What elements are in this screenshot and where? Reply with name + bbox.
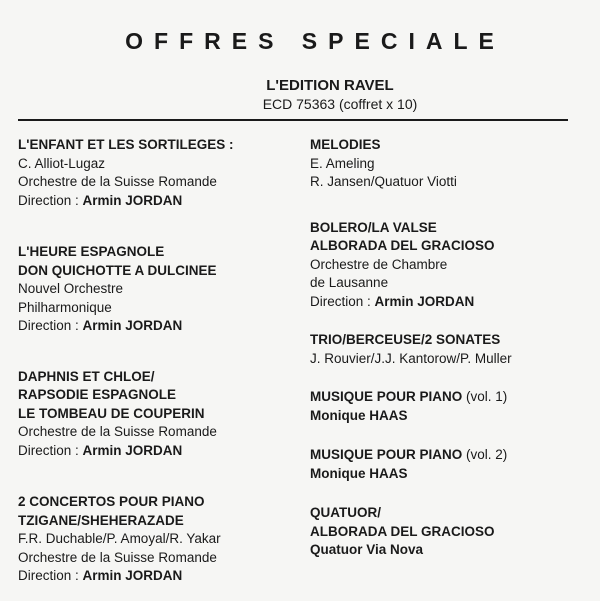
entry-line: J. Rouvier/J.J. Kantorow/P. Muller (310, 350, 512, 366)
list-item (18, 243, 303, 336)
entry-title: MELODIES (310, 137, 381, 152)
entry-title: TRIO/BERCEUSE/2 SONATES (310, 332, 501, 347)
performer-name: Quatuor Via Nova (310, 542, 424, 557)
volume-label: (vol. 2) (462, 447, 508, 462)
entry-line: de Lausanne (310, 275, 389, 290)
entry-title: ALBORADA DEL GRACIOSO (310, 238, 495, 253)
left-column (18, 136, 303, 586)
entry-title: L'ENFANT ET LES SORTILEGES : (18, 137, 234, 152)
entry-direction (18, 442, 303, 461)
entry-line: Nouvel Orchestre (18, 281, 124, 296)
entry-title: 2 CONCERTOS POUR PIANO (18, 494, 205, 509)
entry-line: Orchestre de la Suisse Romande (18, 174, 217, 189)
performer-name: Monique HAAS (310, 407, 408, 423)
director-name: Armin JORDAN (82, 192, 183, 208)
list-item (310, 219, 590, 312)
edition-block (0, 77, 600, 113)
entry-title (310, 446, 590, 465)
entry-title: LE TOMBEAU DE COUPERIN (18, 405, 205, 421)
entry-title: DAPHNIS ET CHLOE/ (18, 368, 155, 384)
entry-direction (310, 293, 590, 312)
entry-title: RAPSODIE ESPAGNOLE (18, 387, 177, 402)
entry-title: QUATUOR/ (310, 505, 381, 520)
divider (18, 119, 568, 121)
direction-label: Direction : (310, 293, 375, 309)
entry-title: L'HEURE ESPAGNOLE (18, 244, 165, 259)
director-name: Armin JORDAN (374, 293, 475, 309)
volume-label: (vol. 1) (462, 389, 508, 404)
entry-line: E. Ameling (310, 155, 375, 171)
entry-line: Orchestre de la Suisse Romande (18, 424, 217, 439)
director-name: Armin JORDAN (82, 318, 183, 333)
right-column (310, 136, 590, 560)
entry-direction (18, 192, 303, 211)
list-item (310, 331, 590, 368)
direction-label: Direction : (18, 568, 83, 583)
list-item (18, 493, 303, 586)
edition-reference: ECD 75363 (coffret x 10) (262, 96, 418, 112)
entry-direction (18, 317, 303, 336)
director-name: Armin JORDAN (82, 442, 183, 458)
entry-line: Philharmonique (18, 299, 112, 315)
direction-label: Direction : (18, 442, 83, 458)
entry-line: F.R. Duchable/P. Amoyal/R. Yakar (18, 531, 221, 546)
direction-label: Direction : (18, 318, 83, 333)
direction-label: Direction : (18, 192, 83, 208)
list-item (310, 388, 590, 425)
list-item (18, 136, 303, 210)
entry-title-text: MUSIQUE POUR PIANO (310, 447, 463, 462)
entry-line: Orchestre de Chambre (310, 256, 448, 272)
list-item (310, 136, 590, 192)
entry-line: C. Alliot-Lugaz (18, 155, 106, 171)
edition-name: L'EDITION RAVEL (266, 77, 394, 94)
entry-title (310, 388, 590, 407)
entry-title: ALBORADA DEL GRACIOSO (310, 523, 495, 539)
page-title: OFFRES SPECIALE (125, 28, 505, 54)
entry-line: Orchestre de la Suisse Romande (18, 549, 217, 565)
entry-line: R. Jansen/Quatuor Viotti (310, 174, 457, 189)
list-item (18, 368, 303, 461)
list-item (310, 446, 590, 483)
list-item (310, 504, 590, 560)
director-name: Armin JORDAN (82, 568, 183, 583)
entry-title-text: MUSIQUE POUR PIANO (310, 389, 463, 404)
entry-title: TZIGANE/SHEHERAZADE (18, 512, 184, 528)
entry-direction (18, 567, 303, 586)
performer-name: Monique HAAS (310, 465, 408, 481)
entry-title: DON QUICHOTTE A DULCINEE (18, 262, 217, 278)
entry-title: BOLERO/LA VALSE (310, 219, 437, 235)
